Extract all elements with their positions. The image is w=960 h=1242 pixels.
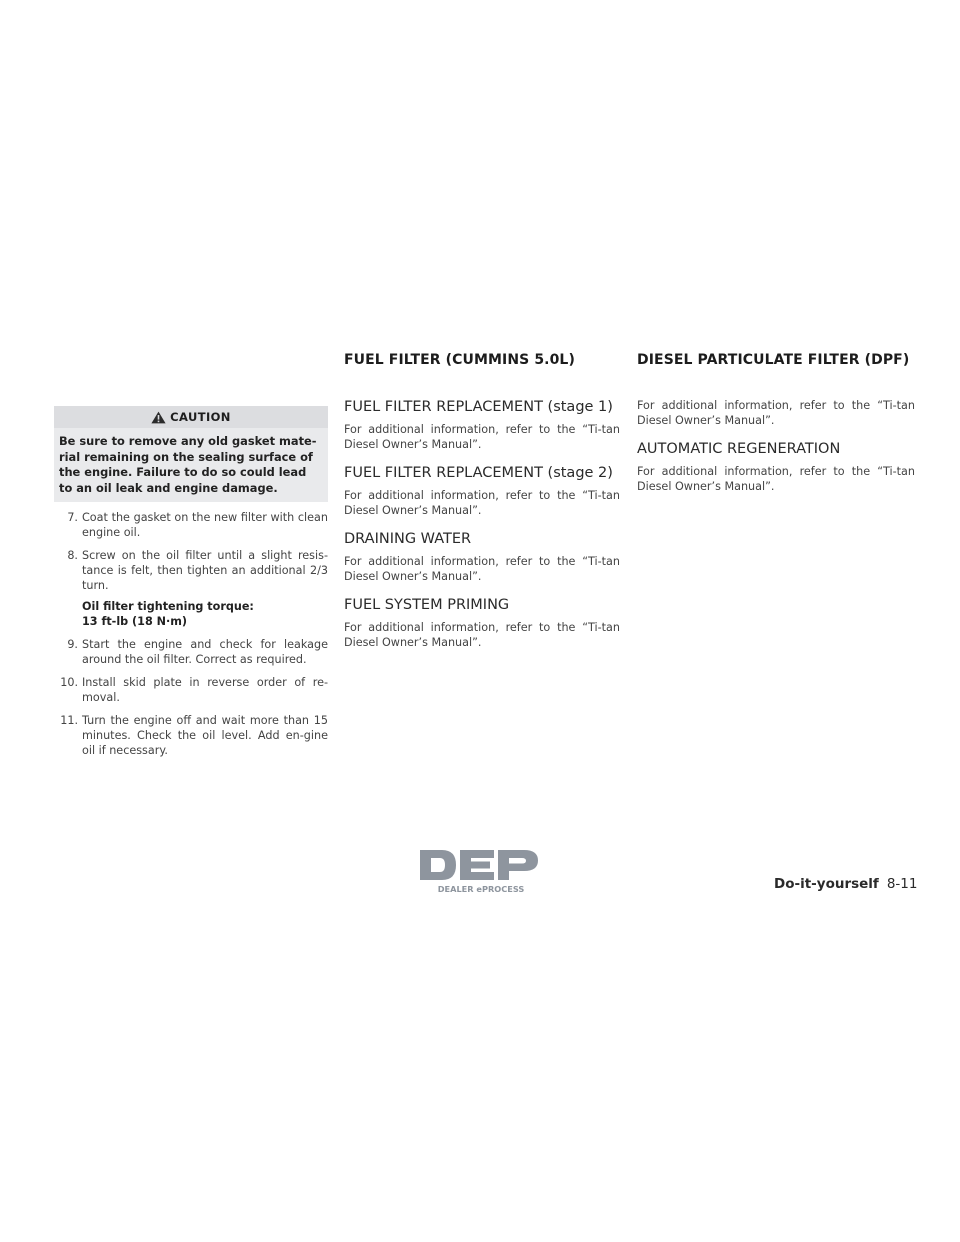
torque-spec-title: Oil filter tightening torque: (82, 600, 254, 613)
subsection-text: For additional information, refer to the “Ti-tan Diesel Owner’s Manual”. (344, 489, 620, 517)
step-number: 9. (67, 638, 78, 651)
subsection-text: For additional information, refer to the “Ti-tan Diesel Owner’s Manual”. (344, 423, 620, 451)
column-dpf (637, 352, 915, 506)
warning-icon (151, 411, 166, 424)
torque-spec-value: 13 ft-lb (18 N·m) (82, 615, 188, 628)
list-item (54, 548, 328, 593)
step-text: Coat the gasket on the new filter with clean engine oil. (82, 511, 328, 539)
list-item (54, 637, 328, 667)
caution-box (54, 406, 328, 502)
subsection-title: FUEL FILTER REPLACEMENT (stage 1) (344, 399, 613, 415)
subsection-title: AUTOMATIC REGENERATION (637, 441, 841, 457)
step-text: Turn the engine off and wait more than 15 minutes. Check the oil level. Add en-gine oil if necessary. (82, 714, 328, 757)
page-number: 8-11 (886, 876, 918, 892)
dealer-eprocess-logo (418, 846, 544, 896)
section-heading-fuel-filter: FUEL FILTER (CUMMINS 5.0L) (344, 352, 575, 368)
column-fuel-filter (344, 352, 620, 662)
logo-subtitle: DEALER ePROCESS (437, 884, 525, 894)
step-number: 7. (67, 511, 78, 524)
caution-label: CAUTION (170, 410, 231, 424)
step-number: 10. (60, 676, 78, 689)
list-item (54, 675, 328, 705)
section-heading-dpf: DIESEL PARTICULATE FILTER (DPF) (637, 352, 910, 368)
step-text: Start the engine and check for leakage around the oil filter. Correct as required. (82, 638, 328, 666)
subsection-title: FUEL SYSTEM PRIMING (344, 597, 510, 613)
caution-text: Be sure to remove any old gasket mate-rial remaining on the sealing surface of the engine. Failure to do so could lead to an oil leak and engine damage. (54, 428, 328, 502)
subsection-title: DRAINING WATER (344, 531, 472, 547)
subsection-title: FUEL FILTER REPLACEMENT (stage 2) (344, 465, 613, 481)
step-text: Screw on the oil filter until a slight resis-tance is felt, then tighten an additional 2/3 turn. (82, 549, 328, 592)
steps-list (54, 510, 328, 758)
footer-section-name: Do-it-yourself (774, 876, 879, 892)
step-number: 8. (67, 549, 78, 562)
caution-header (54, 406, 328, 428)
subsection-text: For additional information, refer to the “Ti-tan Diesel Owner’s Manual”. (637, 465, 915, 493)
step-number: 11. (60, 714, 78, 727)
list-item (54, 510, 328, 540)
column-oil-filter (54, 406, 328, 766)
subsection-text: For additional information, refer to the “Ti-tan Diesel Owner’s Manual”. (344, 621, 620, 649)
torque-spec (82, 599, 328, 629)
dpf-intro-text: For additional information, refer to the “Ti-tan Diesel Owner’s Manual”. (637, 399, 915, 427)
step-text: Install skid plate in reverse order of re-moval. (82, 676, 328, 704)
list-item (54, 713, 328, 758)
subsection-text: For additional information, refer to the “Ti-tan Diesel Owner’s Manual”. (344, 555, 620, 583)
page-footer (774, 876, 917, 892)
